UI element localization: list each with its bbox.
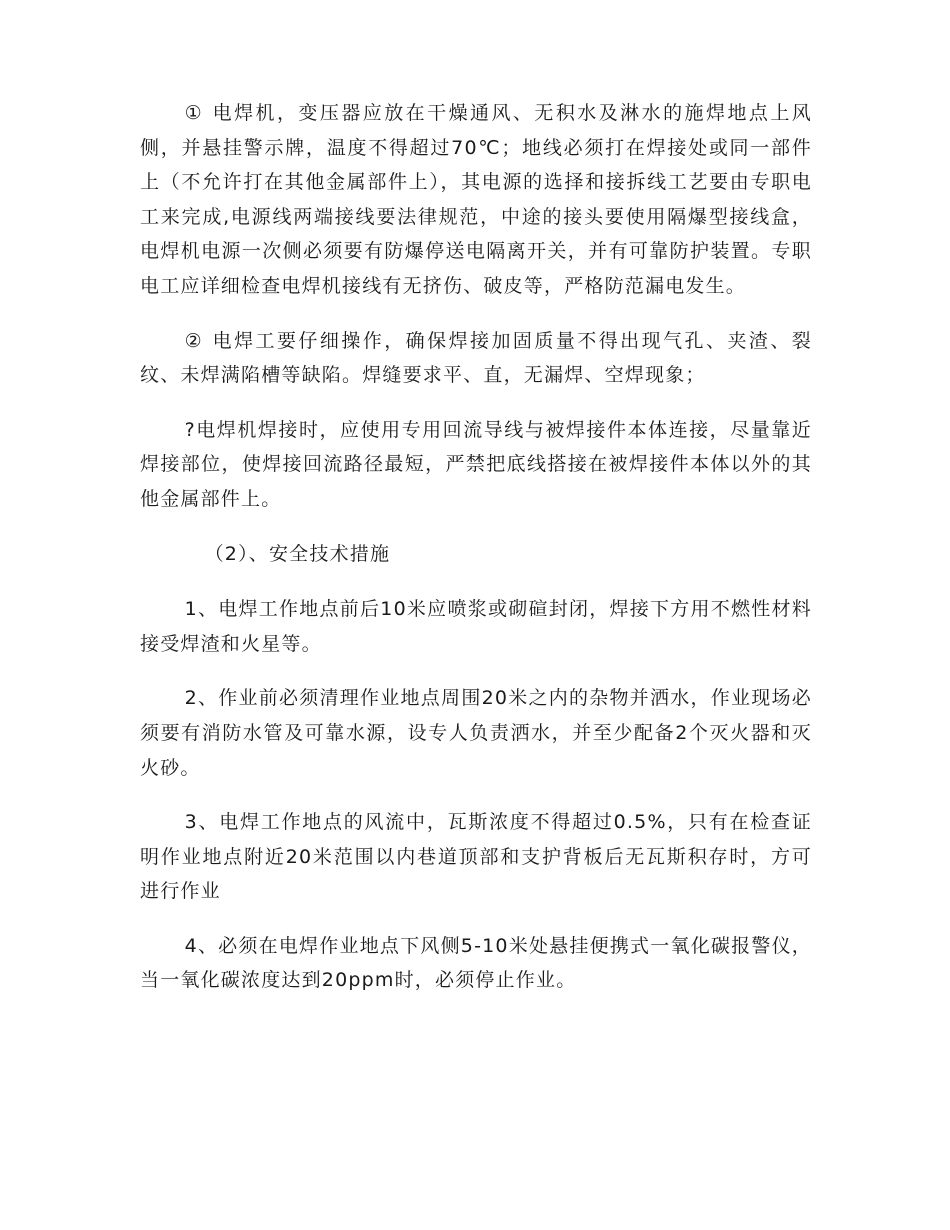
document-body (140, 96, 812, 1018)
paragraph-welding-quality: ② 电焊工要仔细操作，确保焊接加固质量不得出现气孔、夹渣、裂纹、未焊满陷槽等缺陷。焊缝要求平、直，无漏焊、空焊现象； (140, 329, 812, 387)
paragraph-return-conductor: ?电焊机焊接时，应使用专用回流导线与被焊接件本体连接，尽量靠近焊接部位，使焊接回流路径最短，严禁把底线搭接在被焊接件本体以外的其他金属部件上。 (140, 418, 812, 510)
paragraph-welder-placement: ① 电焊机，变压器应放在干燥通风、无积水及淋水的施焊地点上风侧，并悬挂警示牌，温度不得超过70℃；地线必须打在焊接处或同一部件上（不允许打在其他金属部件上），其电源的选择和接拆线工艺要由专职电工来完成,电源线两端接线要法律规范，中途的接头要使用隔爆型接线盒，电焊机电源一次侧必须要有防爆停送电隔离开关，并有可靠防护装置。专职电工应详细检查电焊机接线有无挤伤、破皮等，严格防范漏电发生。 (140, 102, 812, 297)
section-heading-safety-measures: （2）、安全技术措施 (204, 542, 391, 565)
list-item-4: 4、必须在电焊作业地点下风侧5-10米处悬挂便携式一氧化碳报警仪，当一氧化碳浓度达到20ppm时，必须停止作业。 (140, 934, 812, 992)
list-item-2: 2、作业前必须清理作业地点周围20米之内的杂物并洒水，作业现场必须要有消防水管及可靠水源，设专人负责洒水，并至少配备2个灭火器和灭火砂。 (140, 687, 812, 779)
list-item-1: 1、电焊工作地点前后10米应喷浆或砌碹封闭，焊接下方用不燃性材料接受焊渣和火星等。 (140, 598, 812, 655)
list-item-3: 3、电焊工作地点的风流中，瓦斯浓度不得超过0.5%，只有在检查证明作业地点附近20米范围以内巷道顶部和支护背板后无瓦斯积存时，方可进行作业 (140, 811, 812, 903)
